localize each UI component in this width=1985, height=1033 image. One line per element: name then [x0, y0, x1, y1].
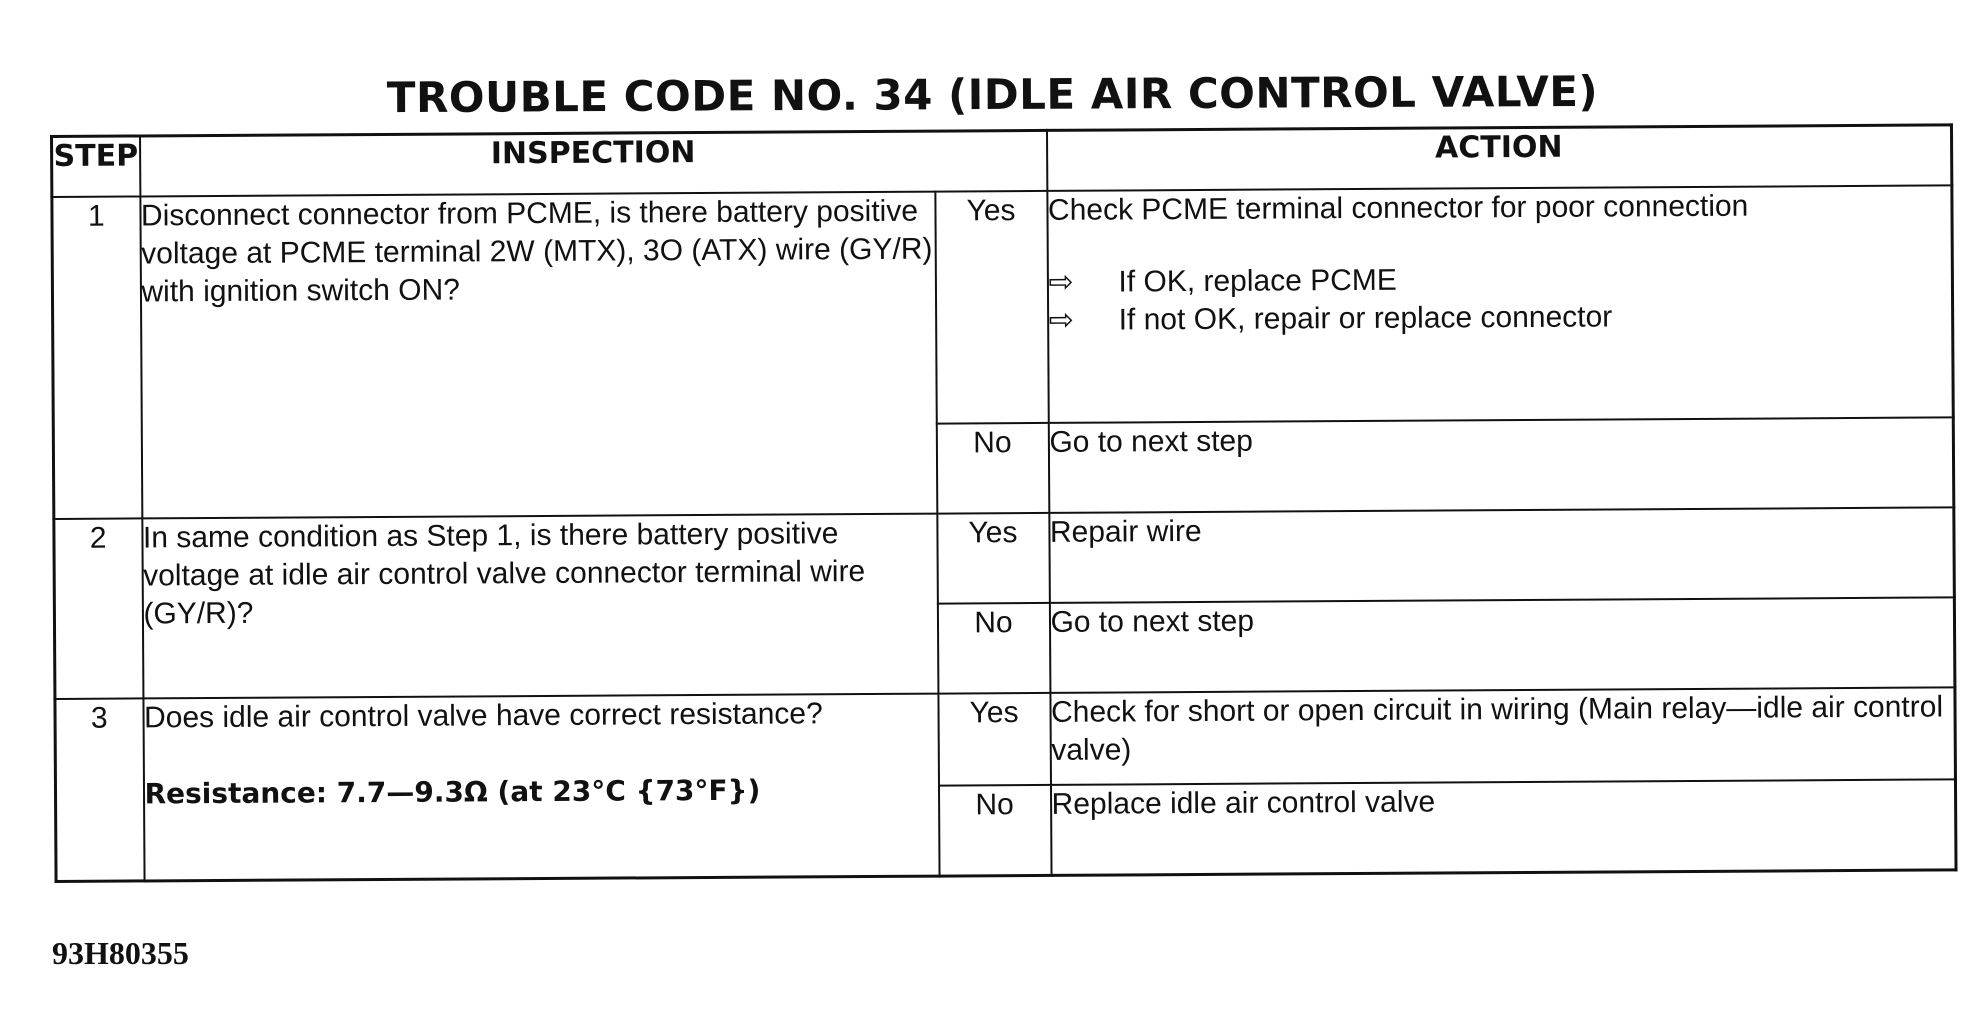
- header-inspection: INSPECTION: [140, 130, 1047, 196]
- table-row: [52, 185, 1953, 429]
- step-number: 2: [54, 518, 143, 699]
- inspection-text: In same condition as Step 1, is there battery positive voltage at idle air control valve connector terminal wire (GY/R)?: [142, 514, 938, 699]
- yes-label: Yes: [937, 513, 1050, 604]
- step-number: 3: [55, 698, 144, 881]
- step-number: 1: [52, 196, 142, 519]
- header-step: STEP: [52, 136, 140, 197]
- table-row: [55, 687, 1956, 791]
- trouble-code-table: [50, 123, 1958, 882]
- action-text: Check PCME terminal connector for poor connection: [1047, 189, 1749, 227]
- bullet-text: If not OK, repair or replace connector: [1118, 300, 1613, 337]
- inspection-text: Disconnect connector from PCME, is there battery positive voltage at PCME terminal 2W (MTX), 3O (ATX) wire (GY/R) with ignition switch ON?: [140, 192, 937, 519]
- arrow-right-icon: ⇨: [1048, 303, 1074, 337]
- trouble-code-table-container: [50, 123, 1955, 900]
- no-action: Replace idle air control valve: [1051, 779, 1957, 875]
- yes-label: Yes: [935, 191, 1048, 424]
- figure-number: 93H80355: [52, 935, 189, 971]
- yes-action: [1047, 185, 1953, 423]
- yes-label: Yes: [938, 693, 1051, 786]
- no-action: Go to next step: [1049, 597, 1955, 693]
- no-label: No: [938, 785, 1051, 876]
- no-label: No: [936, 423, 1049, 514]
- header-action: ACTION: [1047, 125, 1952, 191]
- bullet-text: If OK, replace PCME: [1118, 263, 1397, 299]
- list-item: [1048, 258, 1951, 302]
- page-title: TROUBLE CODE NO. 34 (IDLE AIR CONTROL VALVE): [386, 66, 1599, 123]
- arrow-right-icon: ⇨: [1048, 265, 1074, 299]
- no-action: Go to next step: [1048, 417, 1954, 513]
- inspection-text: Does idle air control valve have correct resistance?: [143, 697, 823, 735]
- inspection-cell: [143, 694, 939, 881]
- table-row: [54, 507, 1955, 609]
- yes-action: Check for short or open circuit in wiring (Main relay—idle air control valve): [1050, 687, 1956, 785]
- no-label: No: [937, 603, 1050, 694]
- yes-action: Repair wire: [1049, 507, 1955, 603]
- resistance-spec: Resistance: 7.7—9.3Ω (at 23°C {73°F}): [144, 773, 761, 811]
- list-item: [1049, 296, 1952, 340]
